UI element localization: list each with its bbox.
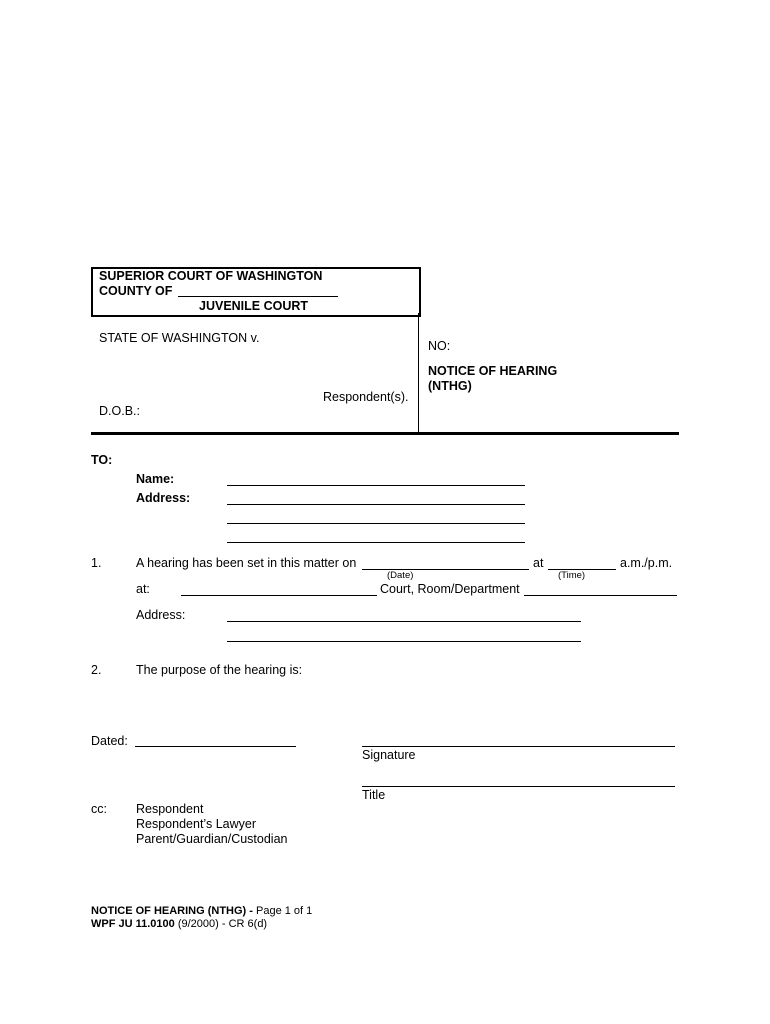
address-field-line-2[interactable] bbox=[227, 523, 525, 524]
cc-item: Respondent bbox=[136, 802, 204, 816]
hearing-address-line-2[interactable] bbox=[227, 641, 581, 642]
to-label: TO: bbox=[91, 453, 113, 467]
cc-item: Respondent’s Lawyer bbox=[136, 817, 256, 831]
address-field-line-1[interactable] bbox=[227, 504, 525, 505]
document-code: (NTHG) bbox=[428, 379, 472, 393]
county-blank[interactable] bbox=[178, 296, 338, 297]
footer-page-number: Page 1 of 1 bbox=[256, 905, 313, 917]
hearing-address-line-1[interactable] bbox=[227, 621, 581, 622]
dated-field[interactable] bbox=[135, 746, 296, 747]
title-field[interactable] bbox=[362, 786, 675, 787]
juvenile-court: JUVENILE COURT bbox=[199, 299, 309, 313]
respondents-label: Respondent(s). bbox=[323, 390, 409, 404]
court-room-label: Court, Room/Department bbox=[380, 582, 520, 596]
signature-field[interactable] bbox=[362, 746, 675, 747]
footer-form-code: WPF JU 11.0100 bbox=[91, 918, 175, 930]
item-1-text: A hearing has been set in this matter on bbox=[136, 556, 357, 570]
name-field[interactable] bbox=[227, 485, 525, 486]
title-label: Title bbox=[362, 788, 386, 802]
address-label: Address: bbox=[136, 491, 191, 505]
room-department-field[interactable] bbox=[524, 595, 677, 596]
state-of-washington: STATE OF WASHINGTON v. bbox=[99, 331, 260, 345]
address-field-line-3[interactable] bbox=[227, 542, 525, 543]
item-1-number: 1. bbox=[91, 556, 102, 570]
signature-label: Signature bbox=[362, 748, 416, 762]
footer-revision: (9/2000) - CR 6(d) bbox=[177, 918, 268, 930]
name-label: Name: bbox=[136, 472, 175, 486]
footer-line-1 bbox=[91, 905, 312, 917]
hearing-address-label: Address: bbox=[136, 608, 186, 622]
date-hint: (Date) bbox=[387, 570, 414, 581]
time-hint: (Time) bbox=[558, 570, 586, 581]
footer-form-title: NOTICE OF HEARING (NTHG) - bbox=[91, 905, 253, 917]
cc-item: Parent/Guardian/Custodian bbox=[136, 832, 288, 846]
dated-label: Dated: bbox=[91, 734, 128, 748]
document-title: NOTICE OF HEARING bbox=[428, 364, 558, 378]
location-at-label: at: bbox=[136, 582, 150, 596]
item-2-number: 2. bbox=[91, 663, 102, 677]
caption-divider bbox=[418, 313, 419, 434]
dob-label: D.O.B.: bbox=[99, 404, 140, 418]
item-2-text: The purpose of the hearing is: bbox=[136, 663, 303, 677]
cc-label: cc: bbox=[91, 802, 107, 816]
caption-bottom-rule bbox=[91, 432, 679, 435]
county-label: COUNTY OF bbox=[99, 284, 173, 298]
at-label: at bbox=[533, 556, 544, 570]
court-location-field[interactable] bbox=[181, 595, 377, 596]
case-number-label: NO: bbox=[428, 339, 451, 353]
footer-line-2 bbox=[91, 918, 267, 930]
court-name: SUPERIOR COURT OF WASHINGTON bbox=[99, 269, 323, 283]
ampm-label: a.m./p.m. bbox=[620, 556, 673, 570]
